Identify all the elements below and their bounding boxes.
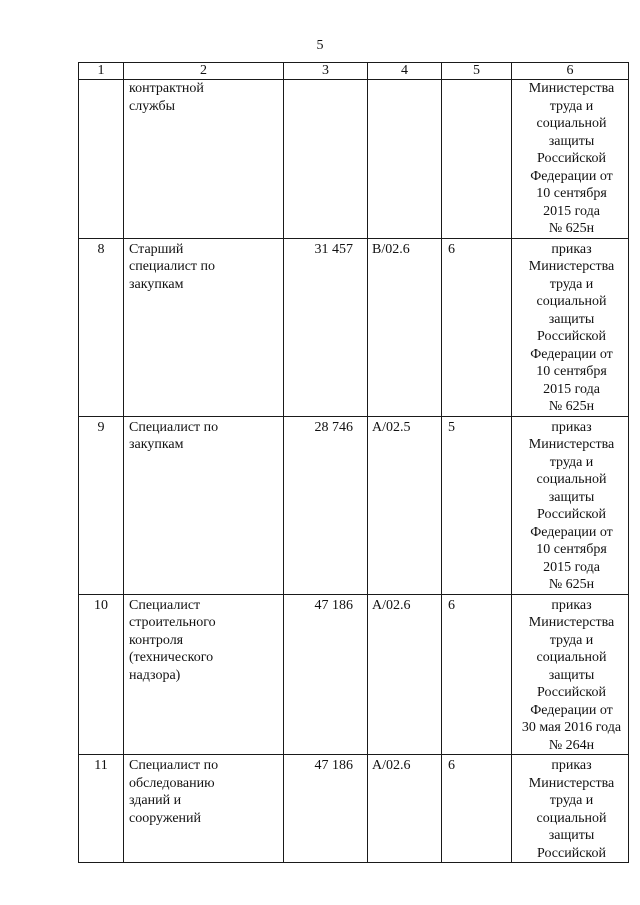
header-row bbox=[79, 63, 629, 80]
legal-basis-line: Министерства bbox=[528, 775, 615, 791]
position-name-line: закупкам bbox=[129, 276, 184, 292]
position-name-line: Специалист bbox=[129, 597, 201, 613]
salary-cell: 47 186 bbox=[284, 755, 368, 863]
legal-basis-line: 2015 года bbox=[543, 203, 600, 219]
legal-basis-line: труда и bbox=[549, 632, 594, 648]
legal-basis-line: Министерства bbox=[528, 615, 615, 630]
legal-basis-line: социальной bbox=[536, 472, 607, 487]
legal-basis-line: Министерства bbox=[528, 81, 615, 96]
position-name-line: надзора) bbox=[129, 667, 181, 683]
legal-basis-line: защиты bbox=[548, 828, 595, 843]
position-name-line: закупкам bbox=[129, 437, 184, 452]
legal-basis-cell bbox=[512, 755, 629, 863]
position-name-cell bbox=[124, 594, 284, 755]
salary-cell: 31 457 bbox=[284, 238, 368, 416]
legal-basis-line: защиты bbox=[548, 667, 595, 683]
position-name-cell bbox=[124, 755, 284, 863]
qualification-level-cell: 6 bbox=[442, 755, 512, 863]
function-code-cell: A/02.5 bbox=[368, 416, 442, 594]
legal-basis-line: Федерации от bbox=[530, 702, 613, 718]
legal-basis-line: Федерации от bbox=[530, 168, 613, 184]
legal-basis-line: защиты bbox=[548, 489, 595, 505]
legal-basis-line: труда и bbox=[549, 98, 594, 114]
legal-basis-line: социальной bbox=[536, 294, 607, 309]
legal-basis-line: 10 сентября bbox=[536, 364, 607, 379]
legal-basis-line: 2015 года bbox=[543, 381, 600, 397]
legal-basis-line: труда и bbox=[549, 454, 594, 470]
column-header-1: 1 bbox=[79, 63, 124, 80]
table-row bbox=[79, 416, 629, 594]
continuation-row bbox=[79, 80, 629, 239]
row-number-cell: 8 bbox=[79, 238, 124, 416]
position-name-cell bbox=[124, 416, 284, 594]
legal-basis-line: защиты bbox=[548, 311, 595, 327]
legal-basis-line: приказ bbox=[551, 758, 592, 773]
position-name-line: сооружений bbox=[129, 810, 202, 826]
position-name-cell bbox=[124, 238, 284, 416]
table-row bbox=[79, 755, 629, 863]
qualification-level-cell: 5 bbox=[442, 416, 512, 594]
qualification-level-cell: 6 bbox=[442, 238, 512, 416]
column-header-4: 4 bbox=[368, 63, 442, 80]
position-name-line: специалист по bbox=[129, 259, 216, 274]
column-header-2: 2 bbox=[124, 63, 284, 80]
function-code-cell: A/02.6 bbox=[368, 755, 442, 863]
position-name-line: строительного bbox=[129, 615, 216, 630]
column-header-5: 5 bbox=[442, 63, 512, 80]
legal-basis-line: социальной bbox=[536, 650, 607, 665]
qualification-level-cell: 6 bbox=[442, 594, 512, 755]
legal-basis-cell bbox=[512, 238, 629, 416]
salary-cell: 47 186 bbox=[284, 594, 368, 755]
legal-basis-line: Министерства bbox=[528, 437, 615, 452]
table-row bbox=[79, 594, 629, 755]
legal-basis-cell bbox=[512, 416, 629, 594]
position-name-cell bbox=[124, 80, 284, 239]
row-number-cell: 11 bbox=[79, 755, 124, 863]
legal-basis-line: 10 сентября bbox=[536, 186, 607, 201]
legal-basis-line: Российской bbox=[537, 151, 606, 166]
position-name-line: зданий и bbox=[129, 793, 182, 808]
legal-basis-line: № 264н bbox=[548, 737, 595, 753]
column-header-6: 6 bbox=[512, 63, 629, 80]
legal-basis-line: социальной bbox=[536, 116, 607, 131]
function-code-cell: B/02.6 bbox=[368, 238, 442, 416]
qualification-level-cell bbox=[442, 80, 512, 239]
legal-basis-line: 30 мая 2016 года bbox=[521, 720, 622, 735]
legal-basis-line: № 625н bbox=[548, 399, 595, 414]
function-code-cell: A/02.6 bbox=[368, 594, 442, 755]
row-number-cell bbox=[79, 80, 124, 239]
legal-basis-line: труда и bbox=[549, 793, 594, 808]
position-name-line: Старший bbox=[129, 241, 184, 257]
page-number: 5 bbox=[316, 38, 324, 53]
legal-basis-line: Российской bbox=[537, 845, 606, 861]
legal-basis-line: 2015 года bbox=[543, 559, 600, 575]
position-name-line: (технического bbox=[129, 650, 214, 665]
legal-basis-line: приказ bbox=[551, 241, 592, 257]
legal-basis-line: Российской bbox=[537, 507, 606, 522]
legal-basis-cell bbox=[512, 80, 629, 239]
position-name-line: контроля bbox=[129, 632, 184, 648]
table-row bbox=[79, 238, 629, 416]
position-name-line: Специалист по bbox=[129, 758, 219, 773]
position-name-line: обследованию bbox=[129, 775, 215, 791]
position-name-line: службы bbox=[129, 98, 176, 114]
function-code-cell bbox=[368, 80, 442, 239]
legal-basis-line: приказ bbox=[551, 419, 592, 435]
position-name-line: контрактной bbox=[129, 81, 204, 96]
position-name-line: Специалист по bbox=[129, 419, 219, 435]
salary-cell bbox=[284, 80, 368, 239]
positions-table bbox=[78, 62, 629, 863]
row-number-cell: 10 bbox=[79, 594, 124, 755]
legal-basis-line: защиты bbox=[548, 133, 595, 149]
legal-basis-line: приказ bbox=[551, 597, 592, 613]
legal-basis-line: 10 сентября bbox=[536, 542, 607, 557]
salary-cell: 28 746 bbox=[284, 416, 368, 594]
legal-basis-line: Федерации от bbox=[530, 346, 613, 362]
legal-basis-line: № 625н bbox=[548, 577, 595, 592]
legal-basis-line: Министерства bbox=[528, 259, 615, 274]
legal-basis-line: труда и bbox=[549, 276, 594, 292]
column-header-3: 3 bbox=[284, 63, 368, 80]
legal-basis-cell bbox=[512, 594, 629, 755]
legal-basis-line: Российской bbox=[537, 329, 606, 344]
legal-basis-line: № 625н bbox=[548, 221, 595, 236]
legal-basis-line: социальной bbox=[536, 810, 607, 826]
legal-basis-line: Федерации от bbox=[530, 524, 613, 540]
row-number-cell: 9 bbox=[79, 416, 124, 594]
legal-basis-line: Российской bbox=[537, 685, 606, 700]
